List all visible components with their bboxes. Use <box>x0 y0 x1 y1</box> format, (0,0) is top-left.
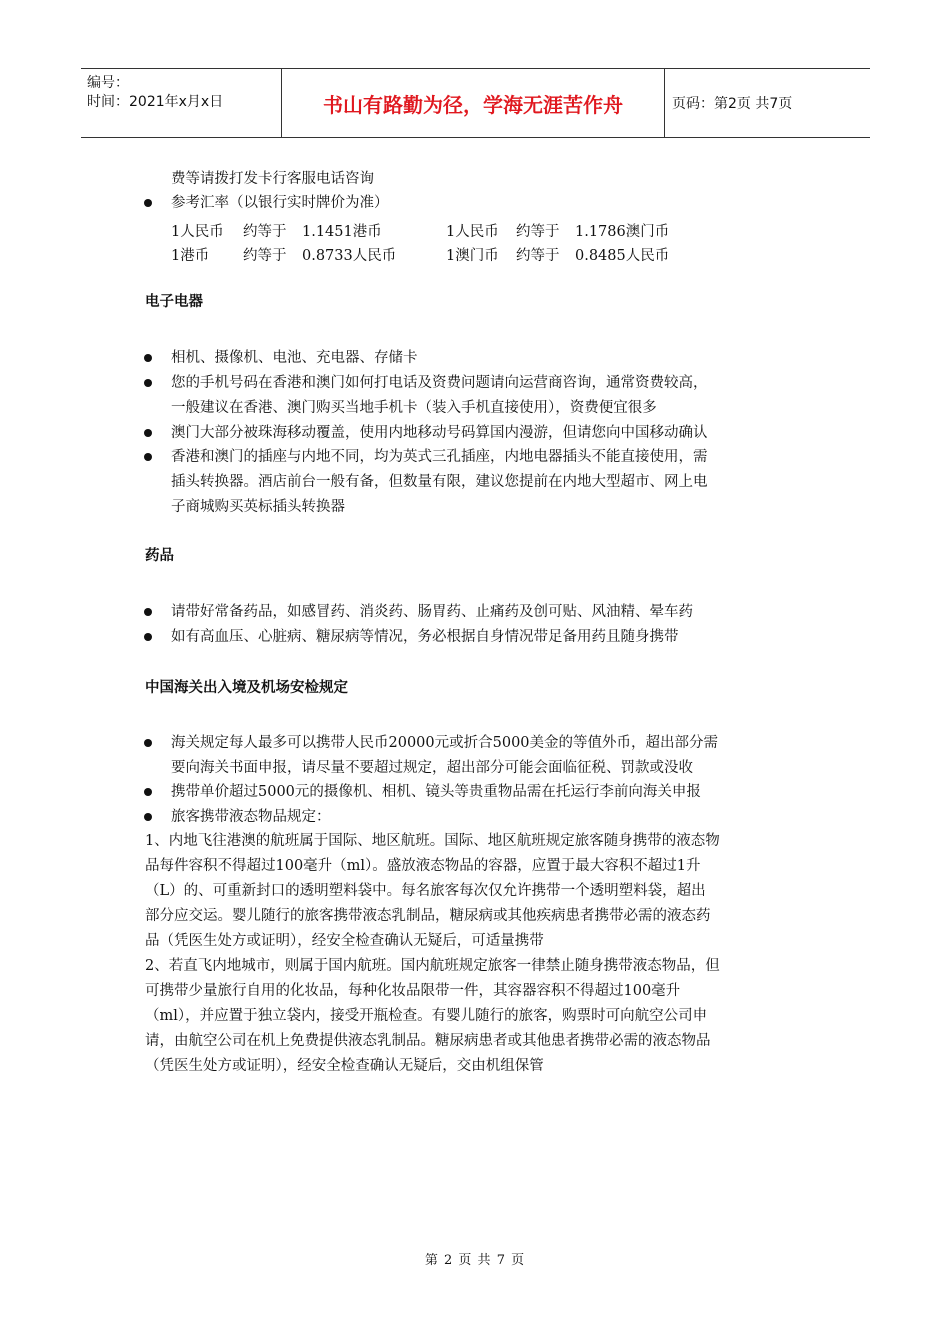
paragraph-line: 品每件容积不得超过100毫升（ml）。盛放液态物品的容器，应置于最大容积不超过1升 <box>145 858 701 874</box>
list-item: 海关规定每人最多可以携带人民币20000元或折合5000美金的等值外币，超出部分需 <box>171 735 719 751</box>
list-item: 澳门大部分被珠海移动覆盖，使用内地移动号码算国内漫游，但请您向中国移动确认 <box>171 425 708 441</box>
rate-cny-mop-from: 1人民币 <box>446 224 499 240</box>
bullet-icon <box>144 429 152 437</box>
list-item-continuation: 一般建议在香港、澳门购买当地手机卡（装入手机直接使用），资费便宜很多 <box>171 400 657 416</box>
rates-title: 参考汇率（以银行实时牌价为准） <box>171 195 389 211</box>
list-item: 香港和澳门的插座与内地不同，均为英式三孔插座，内地电器插头不能直接使用，需 <box>171 449 708 465</box>
section-title-electronics: 电子电器 <box>145 294 203 310</box>
rate-hkd-cny-from: 1港币 <box>171 248 210 264</box>
bullet-icon <box>144 788 152 796</box>
bullet-icon <box>144 633 152 641</box>
document-header <box>81 68 870 138</box>
list-item: 请带好常备药品，如感冒药、消炎药、肠胃药、止痛药及创可贴、风油精、晕车药 <box>171 604 693 620</box>
bullet-icon <box>144 608 152 616</box>
list-item: 旅客携带液态物品规定： <box>171 809 331 825</box>
paragraph-line: 1、内地飞往港澳的航班属于国际、地区航班。国际、地区航班规定旅客随身携带的液态物 <box>145 833 720 849</box>
rate-hkd-cny-eq: 约等于 <box>243 248 287 264</box>
list-item: 如有高血压、心脏病、糖尿病等情况，务必根据自身情况带足备用药且随身携带 <box>171 629 679 645</box>
rate-mop-cny-value: 0.8485人民币 <box>575 248 670 264</box>
rate-cny-hkd-eq: 约等于 <box>243 224 287 240</box>
paragraph-line: （凭医生处方或证明），经安全检查确认无疑后，交由机组保管 <box>145 1058 544 1074</box>
rate-cny-hkd-value: 1.1451港币 <box>302 224 382 240</box>
bullet-icon <box>144 199 152 207</box>
bullet-icon <box>144 739 152 747</box>
paragraph-line: 请，由航空公司在机上免费提供液态乳制品。糖尿病患者或其他患者携带必需的液态物品 <box>145 1033 711 1049</box>
bullet-icon <box>144 813 152 821</box>
page-label: 页码：第2页 共7页 <box>672 96 793 112</box>
list-item-continuation: 子商城购买英标插头转换器 <box>171 499 345 515</box>
page-footer: 第 2 页 共 7 页 <box>424 1253 526 1268</box>
header-page-info <box>664 69 870 137</box>
section-title-customs: 中国海关出入境及机场安检规定 <box>145 680 348 696</box>
rate-mop-cny-from: 1澳门币 <box>446 248 499 264</box>
date-label: 时间：2021年x月x日 <box>87 94 224 110</box>
list-item-continuation: 插头转换器。酒店前台一般有备，但数量有限，建议您提前在内地大型超市、网上电 <box>171 474 708 490</box>
bullet-icon <box>144 354 152 362</box>
paragraph-line: 部分应交运。婴儿随行的旅客携带液态乳制品，糖尿病或其他疾病患者携带必需的液态药 <box>145 908 711 924</box>
paragraph-line: 2、若直飞内地城市，则属于国内航班。国内航班规定旅客一律禁止随身携带液态物品，但 <box>145 958 720 974</box>
rate-cny-hkd-from: 1人民币 <box>171 224 224 240</box>
list-item: 您的手机号码在香港和澳门如何打电话及资费问题请向运营商咨询，通常资费较高， <box>171 375 708 391</box>
header-motto: 书山有路勤为径，学海无涯苦作舟 <box>281 69 665 137</box>
rate-hkd-cny-value: 0.8733人民币 <box>302 248 397 264</box>
continuation-text: 费等请拨打发卡行客服电话咨询 <box>171 171 374 187</box>
rate-mop-cny-eq: 约等于 <box>516 248 560 264</box>
rate-cny-mop-value: 1.1786澳门币 <box>575 224 670 240</box>
paragraph-line: （ml），并应置于独立袋内，接受开瓶检查。有婴儿随行的旅客，购票时可向航空公司申 <box>145 1008 708 1024</box>
section-title-medicine: 药品 <box>145 548 174 564</box>
paragraph-line: 品（凭医生处方或证明），经安全检查确认无疑后，可适量携带 <box>145 933 544 949</box>
header-meta <box>81 69 281 137</box>
list-item-continuation: 要向海关书面申报，请尽量不要超过规定，超出部分可能会面临征税、罚款或没收 <box>171 760 693 776</box>
bullet-icon <box>144 379 152 387</box>
list-item: 携带单价超过5000元的摄像机、相机、镜头等贵重物品需在托运行李前向海关申报 <box>171 784 701 800</box>
paragraph-line: （L）的、可重新封口的透明塑料袋中。每名旅客每次仅允许携带一个透明塑料袋，超出 <box>145 883 706 899</box>
list-item: 相机、摄像机、电池、充电器、存储卡 <box>171 350 418 366</box>
rate-cny-mop-eq: 约等于 <box>516 224 560 240</box>
paragraph-line: 可携带少量旅行自用的化妆品，每种化妆品限带一件，其容器容积不得超过100毫升 <box>145 983 681 999</box>
number-label: 编号： <box>87 75 129 91</box>
bullet-icon <box>144 453 152 461</box>
